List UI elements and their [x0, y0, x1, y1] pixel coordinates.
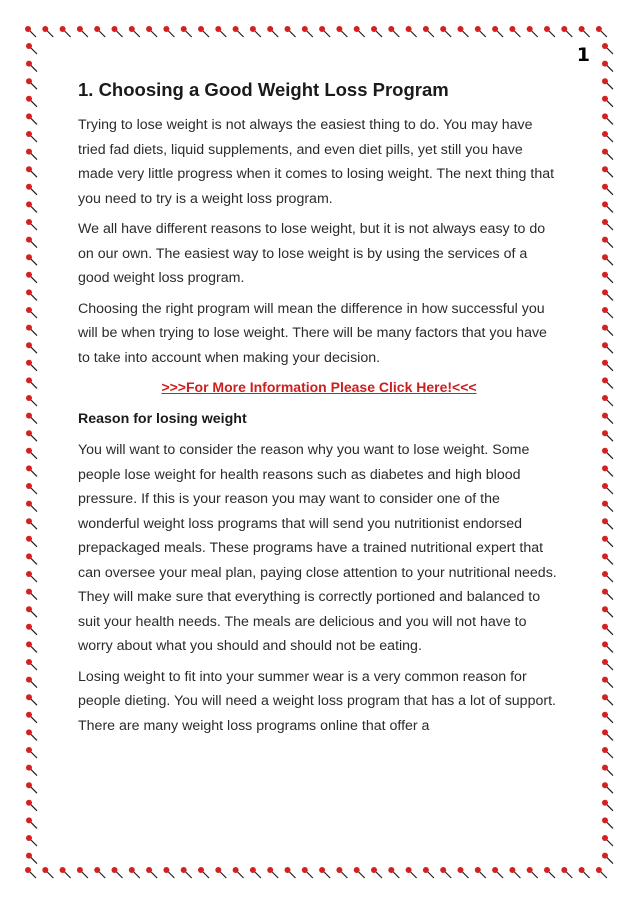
lollipop-icon [440, 867, 451, 878]
lollipop-icon [458, 867, 469, 878]
lollipop-icon [319, 26, 330, 37]
lollipop-icon [602, 413, 613, 424]
lollipop-icon [602, 219, 613, 230]
lollipop-icon [42, 26, 53, 37]
lollipop-icon [602, 589, 613, 600]
lollipop-icon [596, 26, 607, 37]
lollipop-icon [388, 26, 399, 37]
lollipop-icon [602, 43, 613, 54]
lollipop-icon [250, 26, 261, 37]
paragraph: Choosing the right program will mean the difference in how successful you will be when trying to lose weight. There will be many factors that you have to take into account when making your decision. [78, 300, 547, 366]
border-right [598, 40, 618, 866]
lollipop-icon [602, 61, 613, 72]
lollipop-icon [26, 131, 37, 142]
lollipop-icon [60, 867, 71, 878]
lollipop-icon [406, 867, 417, 878]
lollipop-icon [26, 765, 37, 776]
lollipop-icon [561, 867, 572, 878]
lollipop-icon [60, 26, 71, 37]
lollipop-icon [94, 867, 105, 878]
lollipop-icon [181, 867, 192, 878]
lollipop-icon [602, 606, 613, 617]
lollipop-icon [26, 465, 37, 476]
lollipop-icon [475, 26, 486, 37]
lollipop-icon [26, 237, 37, 248]
lollipop-icon [492, 26, 503, 37]
lollipop-icon [26, 589, 37, 600]
lollipop-icon [579, 26, 590, 37]
lollipop-icon [602, 131, 613, 142]
lollipop-icon [26, 835, 37, 846]
lollipop-icon [26, 641, 37, 652]
lollipop-icon [26, 272, 37, 283]
lollipop-icon [602, 272, 613, 283]
lollipop-icon [285, 26, 296, 37]
lollipop-icon [602, 96, 613, 107]
lollipop-icon [371, 867, 382, 878]
lollipop-icon [371, 26, 382, 37]
lollipop-icon [26, 184, 37, 195]
lollipop-icon [423, 867, 434, 878]
lollipop-icon [602, 360, 613, 371]
lollipop-icon [26, 325, 37, 336]
lollipop-icon [544, 26, 555, 37]
lollipop-icon [26, 553, 37, 564]
lollipop-icon [602, 641, 613, 652]
border-top [22, 22, 618, 42]
lollipop-icon [458, 26, 469, 37]
lollipop-icon [602, 536, 613, 547]
lollipop-icon [602, 113, 613, 124]
lollipop-icon [602, 800, 613, 811]
lollipop-icon [527, 867, 538, 878]
lollipop-icon [544, 867, 555, 878]
lollipop-icon [602, 747, 613, 758]
lollipop-icon [579, 867, 590, 878]
lollipop-icon [26, 342, 37, 353]
lollipop-icon [602, 659, 613, 670]
lollipop-icon [602, 237, 613, 248]
lollipop-icon [26, 536, 37, 547]
lollipop-icon [267, 867, 278, 878]
lollipop-icon [602, 571, 613, 582]
lollipop-icon [26, 113, 37, 124]
more-info-link-row [78, 376, 560, 398]
lollipop-icon [26, 219, 37, 230]
lollipop-icon [602, 254, 613, 265]
lollipop-icon [602, 694, 613, 705]
lollipop-icon [94, 26, 105, 37]
lollipop-icon [233, 26, 244, 37]
lollipop-icon [602, 78, 613, 89]
document-title: 1. Choosing a Good Weight Loss Program [78, 79, 449, 100]
document-body [78, 78, 560, 744]
lollipop-icon [26, 501, 37, 512]
lollipop-icon [112, 867, 123, 878]
lollipop-icon [26, 694, 37, 705]
lollipop-icon [26, 747, 37, 758]
lollipop-icon [26, 800, 37, 811]
lollipop-icon [77, 867, 88, 878]
lollipop-icon [602, 782, 613, 793]
lollipop-icon [26, 729, 37, 740]
lollipop-icon [26, 483, 37, 494]
lollipop-icon [26, 289, 37, 300]
lollipop-icon [561, 26, 572, 37]
lollipop-icon [602, 342, 613, 353]
lollipop-icon [302, 867, 313, 878]
lollipop-icon [354, 26, 365, 37]
lollipop-icon [602, 325, 613, 336]
lollipop-icon [26, 571, 37, 582]
paragraph: You will want to consider the reason why you want to lose weight. Some people lose weight for health reasons such as diabetes and high blood pressure. If this is your reason you may want to consider one of the wonderful weight loss programs that will send you nutritionist endorsed prepackaged meals. These programs have a trained nutritional expert that can oversee your meal plan, paying close attention to your nutritional needs. They will make sure that everything is correctly portioned and balanced to suit your health needs. The meals are delicious and you will not have to worry about what you should and should not be eating. [78, 442, 557, 654]
lollipop-icon [602, 201, 613, 212]
lollipop-icon [336, 26, 347, 37]
page-number: 1 [576, 44, 590, 66]
lollipop-icon [406, 26, 417, 37]
lollipop-icon [26, 254, 37, 265]
lollipop-icon [233, 867, 244, 878]
lollipop-icon [25, 26, 36, 37]
lollipop-icon [602, 149, 613, 160]
lollipop-icon [26, 166, 37, 177]
lollipop-icon [26, 96, 37, 107]
lollipop-icon [26, 395, 37, 406]
lollipop-icon [602, 729, 613, 740]
lollipop-icon [596, 867, 607, 878]
lollipop-icon [602, 377, 613, 388]
section-heading: Reason for losing weight [78, 411, 247, 427]
lollipop-icon [26, 448, 37, 459]
lollipop-icon [26, 78, 37, 89]
lollipop-icon [163, 26, 174, 37]
lollipop-icon [42, 867, 53, 878]
lollipop-icon [602, 835, 613, 846]
lollipop-icon [26, 817, 37, 828]
lollipop-icon [285, 867, 296, 878]
lollipop-icon [25, 867, 36, 878]
lollipop-icon [602, 166, 613, 177]
lollipop-icon [146, 26, 157, 37]
lollipop-icon [215, 867, 226, 878]
lollipop-icon [26, 413, 37, 424]
lollipop-icon [26, 360, 37, 371]
lollipop-icon [602, 465, 613, 476]
border-left [22, 40, 42, 866]
lollipop-icon [129, 26, 140, 37]
lollipop-icon [250, 867, 261, 878]
lollipop-icon [602, 395, 613, 406]
lollipop-icon [26, 307, 37, 318]
lollipop-icon [602, 553, 613, 564]
lollipop-icon [146, 867, 157, 878]
lollipop-icon [527, 26, 538, 37]
lollipop-icon [602, 853, 613, 864]
lollipop-icon [26, 677, 37, 688]
lollipop-icon [602, 501, 613, 512]
lollipop-icon [267, 26, 278, 37]
lollipop-icon [26, 659, 37, 670]
lollipop-icon [602, 483, 613, 494]
lollipop-icon [26, 712, 37, 723]
lollipop-icon [26, 430, 37, 441]
lollipop-icon [602, 765, 613, 776]
lollipop-icon [26, 606, 37, 617]
lollipop-icon [602, 430, 613, 441]
lollipop-icon [388, 867, 399, 878]
lollipop-icon [129, 867, 140, 878]
lollipop-icon [198, 867, 209, 878]
lollipop-icon [602, 518, 613, 529]
lollipop-icon [602, 448, 613, 459]
lollipop-icon [163, 867, 174, 878]
border-bottom [22, 863, 618, 883]
lollipop-icon [198, 26, 209, 37]
lollipop-icon [602, 307, 613, 318]
more-info-link[interactable]: >>>For More Information Please Click Here!<<< [161, 379, 477, 395]
lollipop-icon [26, 782, 37, 793]
lollipop-icon [354, 867, 365, 878]
lollipop-icon [26, 377, 37, 388]
lollipop-icon [602, 712, 613, 723]
paragraph: Losing weight to fit into your summer wear is a very common reason for people dieting. You will need a weight loss program that has a lot of support. There are many weight loss programs online that offer a [78, 668, 556, 734]
lollipop-icon [215, 26, 226, 37]
lollipop-icon [602, 817, 613, 828]
lollipop-icon [26, 518, 37, 529]
lollipop-icon [602, 289, 613, 300]
lollipop-icon [26, 61, 37, 72]
lollipop-icon [26, 853, 37, 864]
lollipop-icon [26, 149, 37, 160]
lollipop-icon [26, 43, 37, 54]
lollipop-icon [602, 184, 613, 195]
lollipop-icon [509, 867, 520, 878]
lollipop-icon [602, 677, 613, 688]
paragraph: We all have different reasons to lose weight, but it is not always easy to do on our own. The easiest way to lose weight is by using the services of a good weight loss program. [78, 221, 546, 286]
lollipop-icon [319, 867, 330, 878]
paragraph: Trying to lose weight is not always the easiest thing to do. You may have tried fad diets, liquid supplements, and even diet pills, yet still you have made very little progress when it comes to losing weight. The next thing that you need to try is a weight loss program. [78, 117, 555, 207]
lollipop-icon [26, 201, 37, 212]
lollipop-icon [336, 867, 347, 878]
lollipop-icon [77, 26, 88, 37]
lollipop-icon [509, 26, 520, 37]
lollipop-icon [423, 26, 434, 37]
lollipop-icon [302, 26, 313, 37]
lollipop-icon [602, 624, 613, 635]
lollipop-icon [26, 624, 37, 635]
lollipop-icon [181, 26, 192, 37]
lollipop-icon [440, 26, 451, 37]
lollipop-icon [475, 867, 486, 878]
lollipop-icon [112, 26, 123, 37]
lollipop-icon [492, 867, 503, 878]
